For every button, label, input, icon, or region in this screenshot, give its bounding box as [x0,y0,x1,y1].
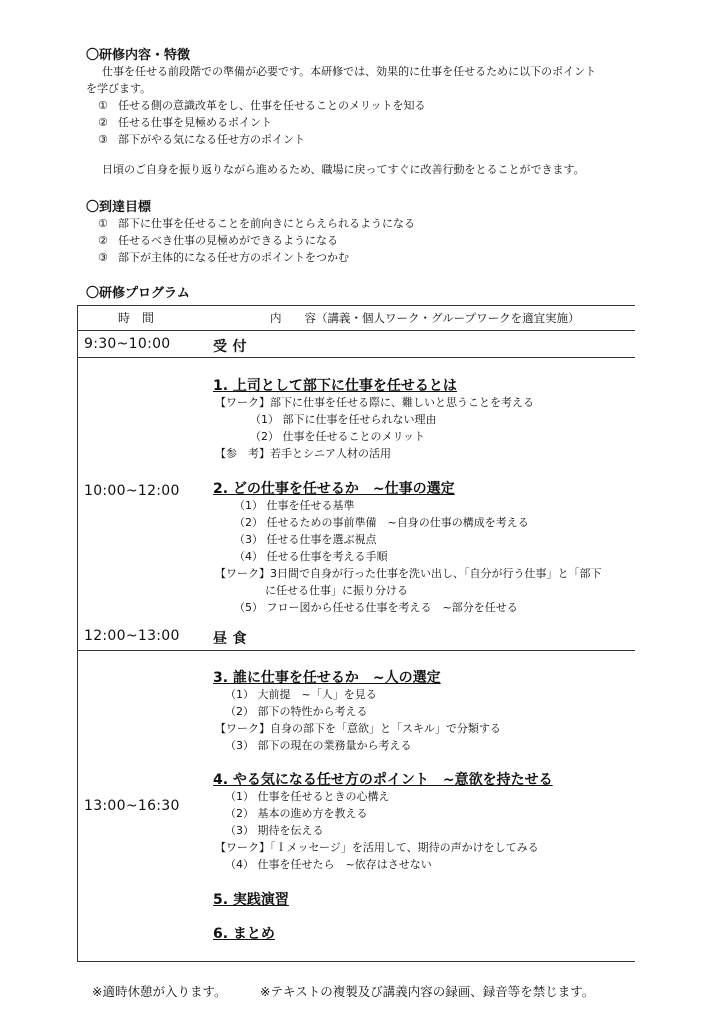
topic-1-work: 【ワーク】部下に仕事を任せる際に、難しいと思うことを考える [215,396,534,409]
topic-3-sub-3: （3） 部下の現在の業務量から考える [225,739,412,752]
program-lunch-divider [77,650,635,651]
topic-4-sub-4: （4） 仕事を任せたら ~依存はさせない [225,858,432,871]
topic-1-heading: 1. 上司として部下に仕事を任せるとは [213,378,457,394]
topic-1-sub-1: （1） 部下に仕事を任せられない理由 [250,413,437,426]
topic-3-work: 【ワーク】自身の部下を「意欲」と「スキル」で分類する [215,722,501,735]
reception-time: 9:30~10:00 [84,336,171,352]
topic-3-sub-2: （2） 部下の特性から考える [225,705,368,718]
topic-5-heading: 5. 実践演習 [213,892,289,908]
footer-copyright-note: ※テキストの複製及び講義内容の録画、録音等を禁じます。 [260,984,595,999]
topic-2-heading: 2. どの仕事を任せるか ~仕事の選定 [213,481,455,497]
afternoon-time: 13:00~16:30 [84,798,180,814]
reception-label: 受 付 [213,339,247,355]
topic-2-sub-3: （3） 任せる仕事を選ぶ視点 [234,533,377,546]
topic-2-sub-4: （4） 任せる仕事を考える手順 [234,550,388,563]
features-closing: 日頃のご自身を振り返りながら進めるため、職場に戻ってすぐに改善行動をとることができます。 [102,163,585,176]
topic-1-sub-2: （2） 仕事を任せることのメリット [250,430,426,443]
goal-item-2: ② 任せるべき仕事の見極めができるようになる [98,234,338,247]
program-table-top-border [77,305,635,306]
features-point-3: ③ 部下がやる気になる任せ方のポイント [98,133,305,146]
program-table-left-border [77,305,78,961]
footer-break-note: ※適時休憩が入ります。 [92,984,227,999]
goal-item-1: ① 部下に仕事を任せることを前向きにとらえられるようになる [98,217,415,230]
features-point-2: ② 任せる仕事を見極めるポイント [98,116,272,129]
features-intro-line2: を学びます。 [86,82,152,95]
features-intro-line1: 仕事を任せる前段階での準備が必要です。本研修では、効果的に仕事を任せるために以下のポイント [102,65,597,78]
goals-title: 〇到達目標 [86,200,152,215]
morning-time: 10:00~12:00 [84,483,180,499]
topic-2-sub-2: （2） 任せるための事前準備 ~自身の仕事の構成を考える [234,516,529,529]
goal-item-3: ③ 部下が主体的になる任せ方のポイントをつかむ [98,251,349,264]
features-point-1: ① 任せる側の意識改革をし、仕事を任せることのメリットを知る [98,99,426,112]
program-table-bottom-border [77,961,635,962]
topic-2-work-line2: に任せる仕事」に振り分ける [265,584,408,597]
topic-2-sub-5: （5） フロー図から任せる仕事を考える ~部分を任せる [234,601,518,614]
program-reception-divider [77,357,635,358]
topic-3-sub-1: （1） 大前提 ~「人」を見る [225,688,377,701]
program-title: 〇研修プログラム [86,286,190,301]
topic-4-heading: 4. やる気になる任せ方のポイント ~意欲を持たせる [213,772,553,788]
topic-3-heading: 3. 誰に仕事を任せるか ~人の選定 [213,670,441,686]
topic-4-sub-3: （3） 期待を伝える [225,824,324,837]
topic-6-heading: 6. まとめ [213,926,275,942]
program-header-content: 内 容（講義・個人ワーク・グループワークを適宜実施） [270,311,580,325]
topic-1-reference: 【参 考】若手とシニア人材の活用 [215,447,391,460]
topic-4-sub-1: （1） 仕事を任せるときの心構え [225,790,390,803]
topic-4-work: 【ワーク】「Ｉメッセージ」を活用して、期待の声かけをしてみる [215,841,539,854]
features-title: 〇研修内容・特徴 [86,48,191,63]
lunch-time: 12:00~13:00 [84,628,180,644]
topic-4-sub-2: （2） 基本の進め方を教える [225,807,368,820]
topic-2-sub-1: （1） 仕事を任せる基準 [234,499,355,512]
topic-2-work-line1: 【ワーク】3日間で自身が行った仕事を洗い出し、「自分が行う仕事」と「部下 [215,567,602,580]
lunch-label: 昼 食 [213,631,247,647]
program-header-time: 時 間 [118,311,155,325]
program-header-divider [77,330,635,331]
